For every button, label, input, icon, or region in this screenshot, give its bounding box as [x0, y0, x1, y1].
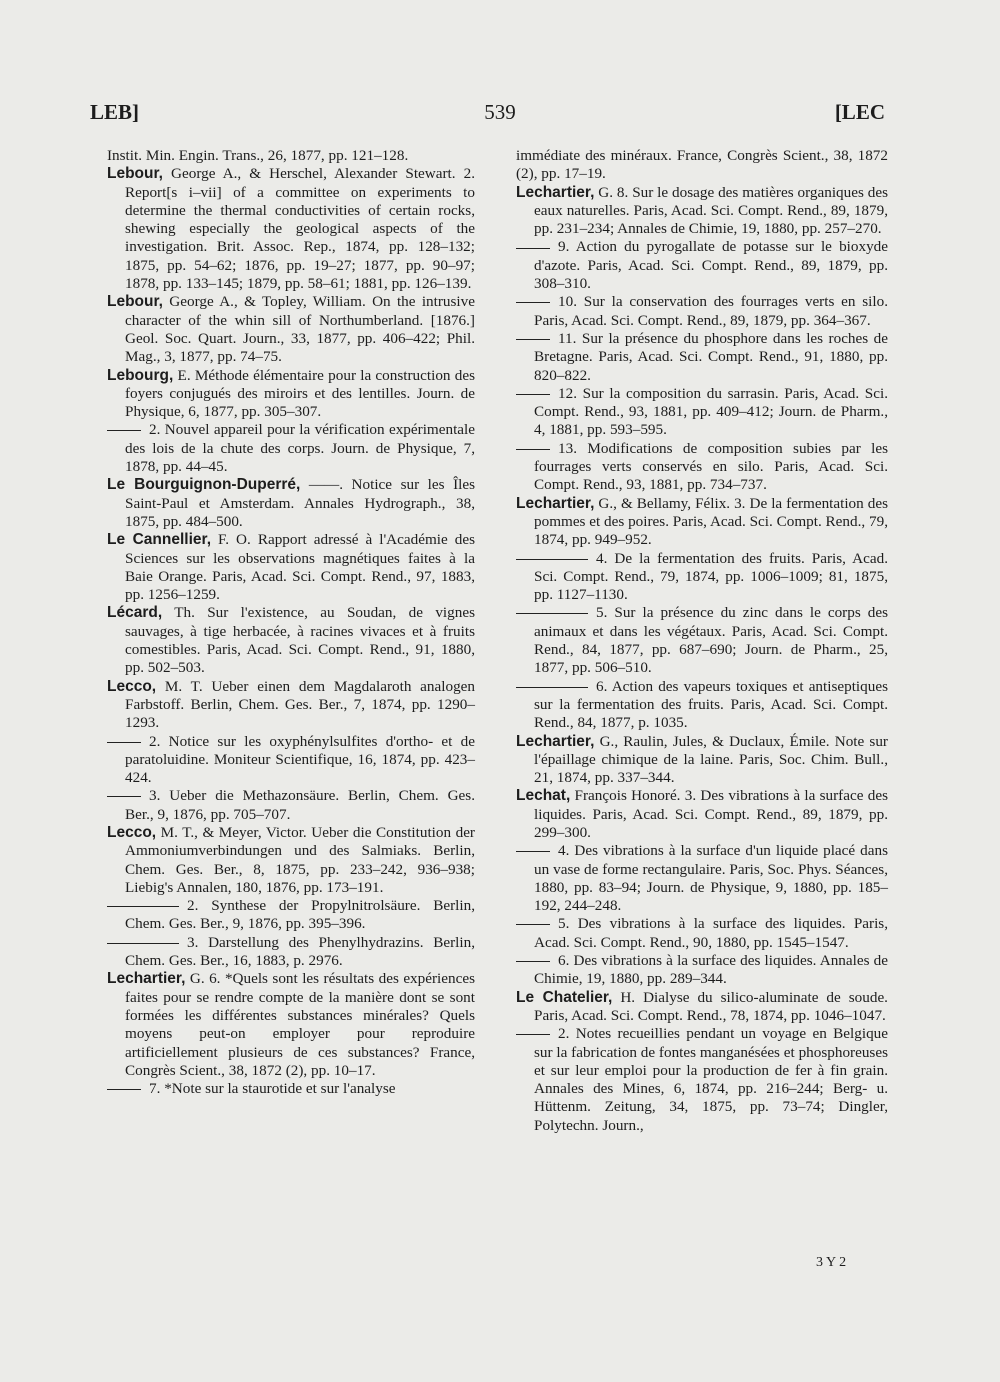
bibliography-entry: [516, 550, 888, 605]
right-column: [516, 147, 888, 1135]
ditto-dash: [107, 906, 179, 907]
ditto-dash: [516, 924, 550, 925]
entry-text: 5. Sur la présence du zinc dans le corps des animaux et dans les végétaux. Paris, Acad. Sci. Compt. Rend., 84, 1877, pp. 687–690; Journ. de Pharm., 25, 1877, pp. 506–510.: [534, 604, 888, 677]
ditto-dash: [516, 851, 550, 852]
header-left: LEB]: [90, 100, 140, 124]
bibliography-entry: [516, 604, 888, 677]
entry-text: 2. Notice sur les oxyphénylsulfites d'ortho- et de paratoluidine. Moniteur Scientifique, 16, 1874, pp. 423–424.: [125, 732, 475, 787]
entry-text: 2. Notes recueillies pendant un voyage en Belgique sur la fabrication de fontes manganésées et phosphoreuses et sur leur emploi pour la production de fer à fin grain. Annales des Mines, 6, 1874, pp. 216–244; Berg- u. Hüttenm. Zeitung, 34, 1875, pp. 73–74; Dingler, Polytechn. Journ.,: [534, 1025, 888, 1134]
signature-mark: 3 Y 2: [816, 1255, 847, 1270]
entry-text: 4. Des vibrations à la surface d'un liquide placé dans un vase de forme rectangulaire. Paris, Soc. Phys. Séances, 1880, pp. 83–94; Journ. de Physique, 9, 1880, pp. 185–192, 244–248.: [534, 842, 888, 915]
left-column: [107, 147, 475, 1098]
bibliography-entry: [516, 733, 888, 788]
entry-author: Lechartier,: [516, 494, 595, 512]
entry-author: Lebour,: [107, 293, 163, 311]
bibliography-entry: [107, 733, 475, 788]
header-right: [LEC: [834, 100, 885, 124]
entry-text: F. O. Rapport adressé à l'Académie des Sciences sur les observations magnétiques faites à la Baie Orange. Paris, Acad. Sci. Compt. Rend., 97, 1883, pp. 1256–1259.: [125, 531, 475, 604]
entry-author: Lecco,: [107, 677, 157, 695]
ditto-dash: [516, 961, 550, 962]
bibliography-entry: [107, 531, 475, 604]
bibliography-entry: [516, 915, 888, 952]
entry-text: George A., & Herschel, Alexander Stewart. 2. Report[s i–vii] of a committee on experiments to determine the thermal conductivities of certain rocks, shewing especially the geological aspects of the investigation. Brit. Assoc. Rep., 1874, pp. 128–132; 1875, pp. 54–62; 1876, pp. 19–27; 1877, pp. 90–97; 1878, pp. 133–145; 1879, pp. 58–61; 1881, pp. 126–139.: [125, 165, 475, 293]
bibliography-entry: [107, 1080, 475, 1098]
entry-text: 12. Sur la composition du sarrasin. Paris, Acad. Sci. Compt. Rend., 93, 1881, pp. 409–412; Journ. de Pharm., 4, 1881, pp. 593–595.: [534, 384, 888, 439]
bibliography-entry: [516, 293, 888, 330]
entry-text: G., Raulin, Jules, & Duclaux, Émile. Note sur l'épaillage chimique de la laine. Paris, Soc. Chim. Bull., 21, 1874, pp. 337–344.: [534, 732, 888, 787]
bibliography-entry: [107, 897, 475, 934]
bibliography-entry: [107, 165, 475, 293]
bibliography-entry: [516, 440, 888, 495]
bibliography-entry: [107, 678, 475, 733]
bibliography-entry: [516, 989, 888, 1026]
ditto-dash: [107, 742, 141, 743]
entry-text: E. Méthode élémentaire pour la construction des foyers conjugués des miroirs et des lentilles. Journ. de Physique, 6, 1877, pp. 305–307.: [125, 366, 475, 421]
ditto-dash: [107, 1089, 141, 1090]
entry-author: Lechartier,: [107, 970, 186, 988]
entry-text: 3. Darstellung des Phenylhydrazins. Berlin, Chem. Ges. Ber., 16, 1883, p. 2976.: [125, 933, 475, 970]
entry-text: 2. Nouvel appareil pour la vérification expérimentale des lois de la chute des corps. Journ. de Physique, 7, 1878, pp. 44–45.: [125, 421, 475, 476]
page-header: [0, 100, 1000, 130]
entry-author: Lechartier,: [516, 183, 595, 201]
entry-text: immédiate des minéraux. France, Congrès Scient., 38, 1872 (2), pp. 17–19.: [516, 147, 888, 183]
bibliography-entry: [516, 952, 888, 989]
entry-author: Le Chatelier,: [516, 988, 613, 1006]
entry-text: G. 6. *Quels sont les résultats des expériences faites pour se rendre compte de la manière dont se sont formées les différentes substances minérales? Quels moyens peut-on employer pour reproduire artificiellement plusieurs de ces substances? France, Congrès Scient., 38, 1872 (2), pp. 10–17.: [125, 970, 475, 1079]
entry-author: Lechat,: [516, 787, 571, 805]
bibliography-entry: [516, 787, 888, 842]
ditto-dash: [516, 687, 588, 688]
entry-text: Th. Sur l'existence, au Soudan, de vignes sauvages, à tige herbacée, à racines vivaces et à fruits comestibles. Paris, Acad. Sci. Compt. Rend., 91, 1880, pp. 502–503.: [125, 604, 475, 677]
entry-text: 5. Des vibrations à la surface des liquides. Paris, Acad. Sci. Compt. Rend., 90, 1880, pp. 1545–1547.: [534, 915, 888, 951]
bibliography-entry: [107, 367, 475, 422]
entry-text: 7. *Note sur la staurotide et sur l'analyse: [149, 1080, 396, 1098]
bibliography-entry: [107, 421, 475, 476]
bibliography-entry: [516, 147, 888, 184]
ditto-dash: [516, 394, 550, 395]
ditto-dash: [516, 339, 550, 340]
entry-text: 10. Sur la conservation des fourrages verts en silo. Paris, Acad. Sci. Compt. Rend., 89, 1879, pp. 364–367.: [534, 293, 888, 329]
ditto-dash: [516, 248, 550, 249]
entry-text: 9. Action du pyrogallate de potasse sur le bioxyde d'azote. Paris, Acad. Sci. Compt. Rend., 89, 1879, pp. 308–310.: [534, 238, 888, 293]
entry-text: ——. Notice sur les Îles Saint-Paul et Amsterdam. Annales Hydrograph., 38, 1875, pp. 484–500.: [125, 476, 475, 530]
bibliography-entry: [516, 1025, 888, 1135]
entry-author: Lecco,: [107, 823, 157, 841]
bibliography-entry: [516, 238, 888, 293]
page-number: 539: [484, 100, 516, 124]
bibliography-entry: [516, 184, 888, 239]
ditto-dash: [516, 302, 550, 303]
entry-text: 6. Des vibrations à la surface des liquides. Annales de Chimie, 19, 1880, pp. 289–344.: [534, 952, 888, 988]
bibliography-entry: [107, 787, 475, 824]
entry-text: 11. Sur la présence du phosphore dans les roches de Bretagne. Paris, Acad. Sci. Compt. Rend., 91, 1880, pp. 820–822.: [534, 329, 888, 384]
entry-text: M. T. Ueber einen dem Magdalaroth analogen Farbstoff. Berlin, Chem. Ges. Ber., 7, 1874, pp. 1290–1293.: [125, 677, 475, 732]
bibliography-entry: [107, 604, 475, 677]
entry-text: M. T., & Meyer, Victor. Ueber die Constitution der Ammoniumverbindungen und des Salmiaks. Berlin, Chem. Ges. Ber., 8, 1875, pp. 233–242, 936–938; Liebig's Annalen, 180, 1876, pp. 173–191.: [125, 823, 475, 896]
bibliography-entry: [107, 147, 475, 165]
bibliography-entry: [107, 476, 475, 531]
entry-text: H. Dialyse du silico-aluminate de soude. Paris, Acad. Sci. Compt. Rend., 78, 1874, pp. 1046–1047.: [534, 988, 888, 1024]
entry-author: Le Bourguignon-Duperré,: [107, 476, 301, 494]
entry-text: G. 8. Sur le dosage des matières organiques des eaux naturelles. Paris, Acad. Sci. Compt. Rend., 89, 1879, pp. 231–234; Annales de Chimie, 19, 1880, pp. 257–270.: [534, 183, 888, 238]
ditto-dash: [107, 796, 141, 797]
ditto-dash: [516, 449, 550, 450]
ditto-dash: [516, 559, 588, 560]
entry-text: Instit. Min. Engin. Trans., 26, 1877, pp. 121–128.: [107, 147, 409, 164]
entry-text: G., & Bellamy, Félix. 3. De la fermentation des pommes et des poires. Paris, Acad. Sci. Compt. Rend., 79, 1874, pp. 949–952.: [534, 494, 888, 549]
bibliography-entry: [516, 495, 888, 550]
bibliography-entry: [107, 970, 475, 1080]
ditto-dash: [516, 1034, 550, 1035]
bibliography-entry: [107, 293, 475, 366]
bibliography-entry: [107, 824, 475, 897]
entry-text: 4. De la fermentation des fruits. Paris, Acad. Sci. Compt. Rend., 79, 1874, pp. 1006–1009; 81, 1875, pp. 1127–1130.: [534, 549, 888, 604]
bibliography-entry: [516, 678, 888, 733]
entry-text: 2. Synthese der Propylnitrolsäure. Berlin, Chem. Ges. Ber., 9, 1876, pp. 395–396.: [125, 897, 475, 933]
bibliography-entry: [107, 934, 475, 971]
entry-author: Lebour,: [107, 165, 163, 183]
bibliography-entry: [516, 842, 888, 915]
bibliography-entry: [516, 385, 888, 440]
entry-text: George A., & Topley, William. On the intrusive character of the whin sill of Northumberland. [1876.] Geol. Soc. Quart. Journ., 33, 1877, pp. 406–422; Phil. Mag., 3, 1877, pp. 74–75.: [125, 293, 475, 366]
entry-text: François Honoré. 3. Des vibrations à la surface des liquides. Paris, Acad. Sci. Compt. Rend., 89, 1879, pp. 299–300.: [534, 787, 888, 841]
entry-author: Lebourg,: [107, 366, 174, 384]
ditto-dash: [107, 430, 141, 431]
ditto-dash: [516, 613, 588, 614]
ditto-dash: [107, 943, 179, 944]
entry-author: Lécard,: [107, 604, 163, 622]
bibliography-entry: [516, 330, 888, 385]
entry-author: Lechartier,: [516, 732, 595, 750]
entry-text: 13. Modifications de composition subies par les fourrages verts conservés en silo. Paris, Acad. Sci. Compt. Rend., 93, 1881, pp. 734–737.: [534, 439, 888, 494]
entry-text: 3. Ueber die Methazonsäure. Berlin, Chem. Ges. Ber., 9, 1876, pp. 705–707.: [125, 787, 475, 823]
entry-author: Le Cannellier,: [107, 531, 212, 549]
entry-text: 6. Action des vapeurs toxiques et antiseptiques sur la fermentation des fruits. Paris, Acad. Sci. Compt. Rend., 84, 1877, p. 1035.: [534, 677, 888, 732]
